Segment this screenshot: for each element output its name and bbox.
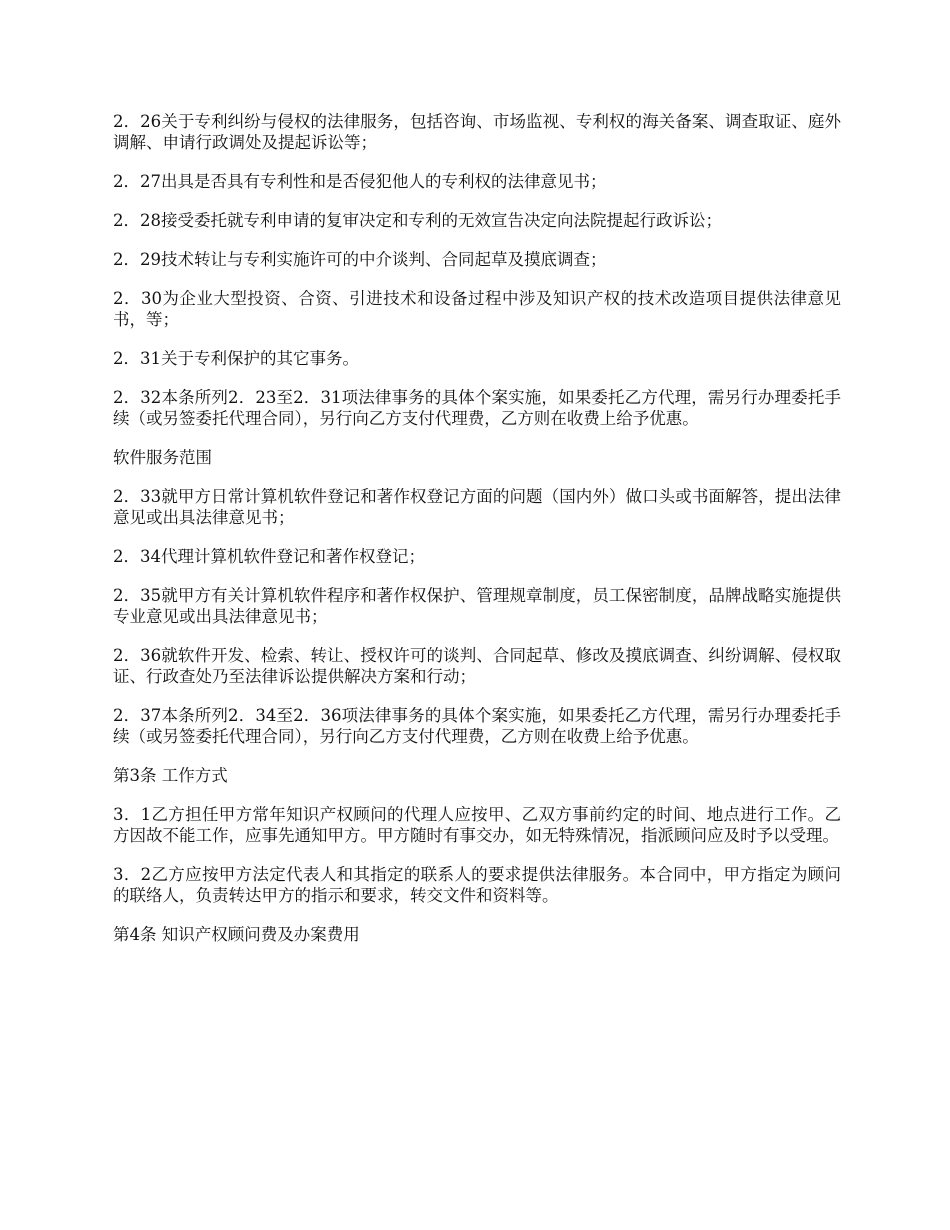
paragraph-2-34: 2．34代理计算机软件登记和著作权登记； (113, 547, 425, 566)
section-heading-article-3: 第3条 工作方式 (113, 766, 228, 785)
paragraph-2-28: 2．28接受委托就专利申请的复审决定和专利的无效宣告决定向法院提起行政诉讼； (113, 211, 722, 230)
paragraph-2-26: 2．26关于专利纠纷与侵权的法律服务，包括咨询、市场监视、专利权的海关备案、调查取证、庭外调解、申请行政调处及提起诉讼等； (113, 112, 841, 152)
paragraph-2-30: 2．30为企业大型投资、合资、引进技术和设备过程中涉及知识产权的技术改造项目提供法律意见书，等； (113, 289, 841, 329)
section-heading-article-4: 第4条 知识产权顾问费及办案费用 (113, 925, 360, 944)
section-heading-software-scope: 软件服务范围 (113, 448, 212, 467)
paragraph-2-31: 2．31关于专利保护的其它事务。 (113, 349, 359, 368)
paragraph-2-37: 2．37本条所列2．34至2．36项法律事务的具体个案实施，如果委托乙方代理，需另行办理委托手续（或另签委托代理合同），另行向乙方支付代理费，乙方则在收费上给予优惠。 (113, 706, 841, 746)
paragraph-2-32: 2．32本条所列2．23至2．31项法律事务的具体个案实施，如果委托乙方代理，需另行办理委托手续（或另签委托代理合同），另行向乙方支付代理费，乙方则在收费上给予优惠。 (113, 388, 841, 428)
paragraph-2-36: 2．36就软件开发、检索、转让、授权许可的谈判、合同起草、修改及摸底调查、纠纷调解、侵权取证、行政查处乃至法律诉讼提供解决方案和行动； (113, 646, 841, 686)
paragraph-2-35: 2．35就甲方有关计算机软件程序和著作权保护、管理规章制度，员工保密制度，品牌战略实施提供专业意见或出具法律意见书； (113, 586, 841, 626)
document-body (113, 111, 841, 963)
paragraph-2-27: 2．27出具是否具有专利性和是否侵犯他人的专利权的法律意见书； (113, 172, 607, 191)
paragraph-3-2: 3．2乙方应按甲方法定代表人和其指定的联系人的要求提供法律服务。本合同中，甲方指定为顾问的联络人，负责转达甲方的指示和要求，转交文件和资料等。 (113, 865, 841, 905)
paragraph-2-33: 2．33就甲方日常计算机软件登记和著作权登记方面的问题（国内外）做口头或书面解答，提出法律意见或出具法律意见书； (113, 487, 841, 527)
paragraph-2-29: 2．29技术转让与专利实施许可的中介谈判、合同起草及摸底调查； (113, 250, 607, 269)
paragraph-3-1: 3．1乙方担任甲方常年知识产权顾问的代理人应按甲、乙双方事前约定的时间、地点进行工作。乙方因故不能工作，应事先通知甲方。甲方随时有事交办，如无特殊情况，指派顾问应及时予以受理。 (113, 805, 841, 845)
